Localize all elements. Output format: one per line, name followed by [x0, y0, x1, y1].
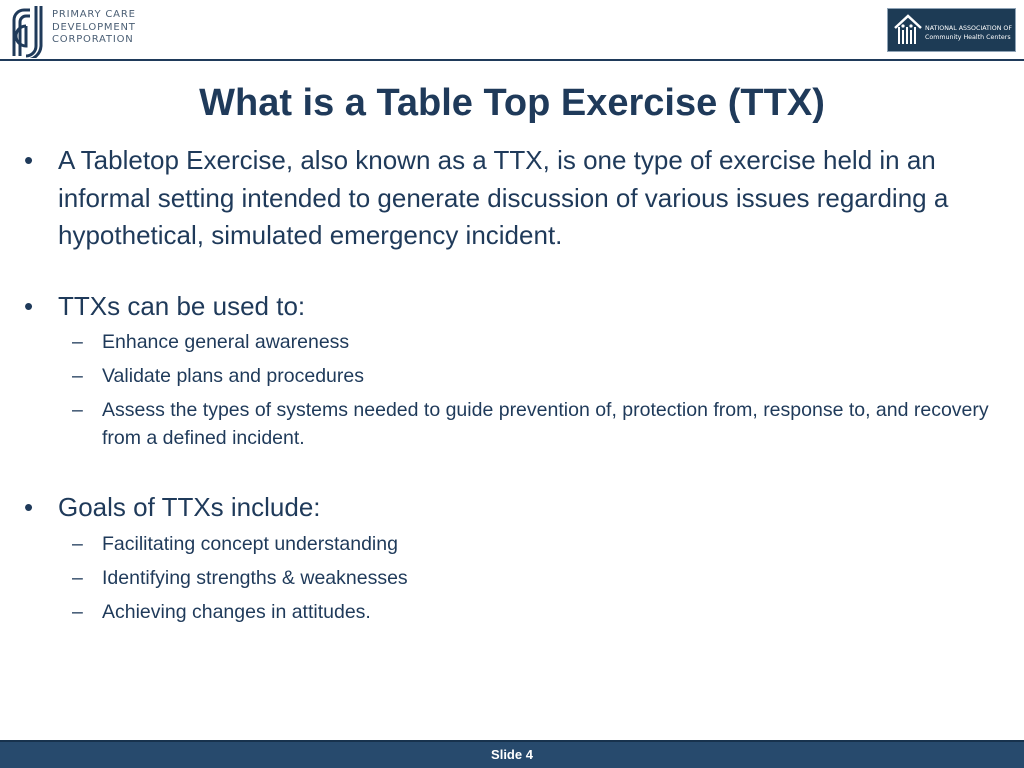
pcdc-logo-line: PRIMARY CARE [52, 9, 136, 20]
sub-item-text: Enhance general awareness [102, 331, 350, 353]
sub-item [22, 362, 1012, 390]
pcdc-logo-text [52, 9, 136, 47]
dash-icon: – [72, 600, 83, 623]
slide-footer [0, 740, 1024, 768]
pcdc-logo-line: DEVELOPMENT [52, 21, 136, 33]
header-divider [0, 59, 1024, 61]
bullet-dot-icon: • [24, 492, 34, 522]
nachc-logo-text [925, 24, 1012, 42]
dash-icon: – [72, 532, 83, 555]
nachc-logo-line: Community Health Centers [925, 34, 1011, 41]
nachc-logo [887, 8, 1016, 52]
slide-number: Slide 4 [491, 747, 533, 762]
pcdc-logo-mark-icon [8, 4, 46, 58]
sub-item [22, 328, 1012, 356]
sub-item-text: Validate plans and procedures [102, 365, 364, 387]
pcdc-logo-line: CORPORATION [52, 34, 134, 45]
slide-content [22, 142, 1012, 626]
sub-item-text: Assess the types of systems needed to guide prevention of, protection from, response to, and recovery from a defined incident. [102, 399, 989, 449]
bullet-item [22, 288, 1012, 326]
bullet-text: Goals of TTXs include: [58, 492, 321, 522]
pcdc-logo [8, 4, 143, 58]
slide-header [0, 0, 1024, 60]
sub-item [22, 530, 1012, 558]
dash-icon: – [72, 365, 83, 387]
dash-icon: – [72, 399, 83, 421]
bullet-text: TTXs can be used to: [58, 290, 306, 321]
sub-item-text: Facilitating concept understanding [102, 532, 398, 555]
sub-item-text: Identifying strengths & weaknesses [102, 566, 408, 589]
bullet-dot-icon: • [24, 145, 34, 175]
bullet-dot-icon: • [24, 290, 34, 321]
sub-item [22, 396, 1012, 452]
bullet-item [22, 489, 1012, 527]
sub-item [22, 598, 1012, 626]
nachc-logo-line: NATIONAL ASSOCIATION OF [925, 25, 1012, 32]
nachc-house-icon [893, 13, 923, 47]
sub-item [22, 564, 1012, 592]
sub-item-text: Achieving changes in attitudes. [102, 600, 371, 623]
dash-icon: – [72, 566, 83, 589]
slide-title: What is a Table Top Exercise (TTX) [199, 82, 825, 124]
bullet-text: A Tabletop Exercise, also known as a TTX, is one type of exercise held in an informal setting intended to generate discussion of various issues regarding a hypothetical, simulated emergency incident. [58, 145, 949, 250]
dash-icon: – [72, 331, 83, 353]
bullet-item [22, 142, 1012, 255]
